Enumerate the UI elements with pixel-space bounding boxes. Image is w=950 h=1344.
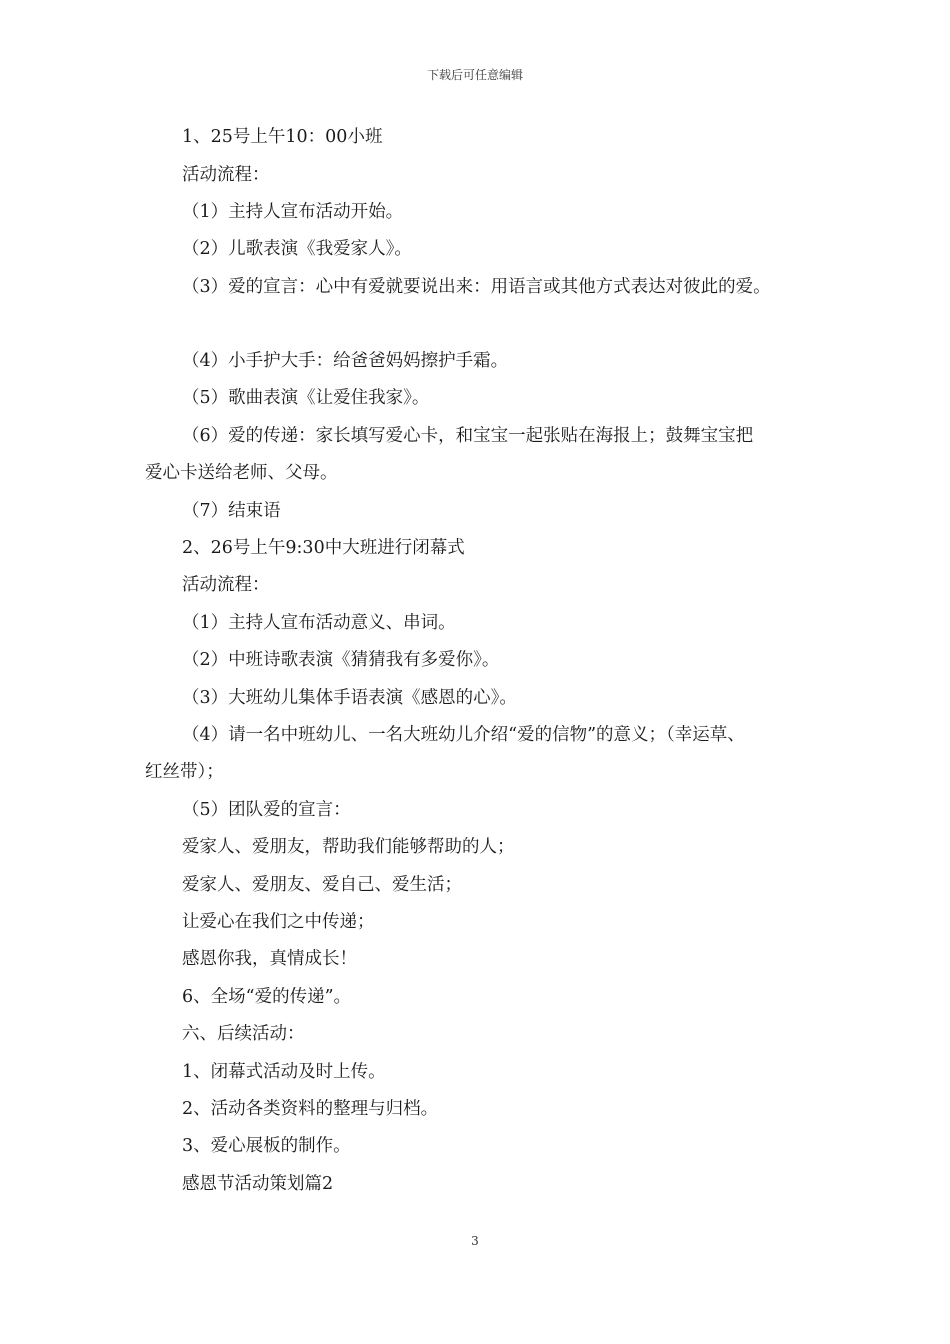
text-line: （5）团队爱的宣言： [182, 800, 351, 820]
text-line: 1、闭幕式活动及时上传。 [182, 1062, 386, 1082]
text-line: （5）歌曲表演《让爱住我家》。 [182, 388, 430, 408]
text-line: 让爱心在我们之中传递； [182, 912, 375, 932]
text-line: 3、爱心展板的制作。 [182, 1136, 351, 1156]
text-line: 2、活动各类资料的整理与归档。 [182, 1099, 439, 1119]
text-line: （3）爱的宣言：心中有爱就要说出来：用语言或其他方式表达对彼此的爱。 [182, 277, 771, 297]
text-line: （2）儿歌表演《我爱家人》。 [182, 239, 412, 259]
text-line: （1）主持人宣布活动意义、串词。 [182, 613, 456, 633]
text-line: 1、25号上午10：00小班 [182, 127, 383, 147]
text-line: 六、后续活动： [182, 1024, 305, 1044]
page-header: 下载后可任意编辑 [426, 68, 523, 82]
text-line: 感恩节活动策划篇2 [182, 1174, 334, 1194]
text-line: （6）爱的传递：家长填写爱心卡，和宝宝一起张贴在海报上；鼓舞宝宝把 [182, 426, 754, 446]
text-line: （7）结束语 [182, 501, 281, 521]
text-line: （1）主持人宣布活动开始。 [182, 202, 404, 222]
text-line: （2）中班诗歌表演《猜猜我有多爱你》。 [182, 650, 500, 670]
text-line: 活动流程： [182, 165, 270, 185]
text-line: （3）大班幼儿集体手语表演《感恩的心》。 [182, 688, 517, 708]
text-line: 感恩你我，真情成长！ [182, 949, 357, 969]
text-line: （4）小手护大手：给爸爸妈妈擦护手霜。 [182, 351, 509, 371]
text-line: 爱家人、爱朋友、爱自己、爱生活； [182, 875, 462, 895]
text-line: （4）请一名中班幼儿、一名大班幼儿介绍“爱的信物”的意义；（幸运草、 [182, 725, 745, 745]
text-line: 活动流程： [182, 575, 270, 595]
page-number: 3 [471, 1234, 479, 1248]
text-line: 爱心卡送给老师、父母。 [145, 463, 338, 483]
text-line: 6、全场“爱的传递”。 [182, 987, 352, 1007]
text-line: 爱家人、爱朋友，帮助我们能够帮助的人； [182, 837, 515, 857]
text-line: 2、26号上午9:30中大班进行闭幕式 [182, 538, 465, 558]
text-line: 红丝带）； [145, 762, 224, 782]
